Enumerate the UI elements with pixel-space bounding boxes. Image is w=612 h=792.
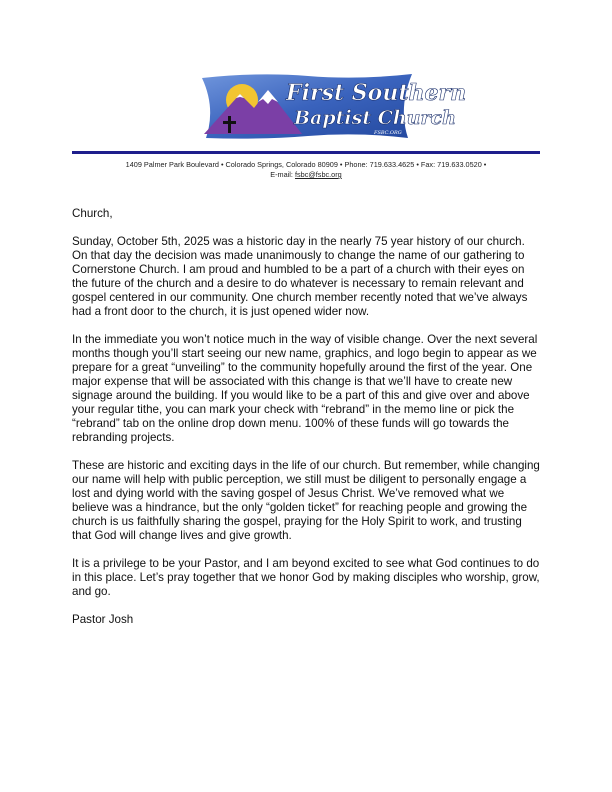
email-label: E-mail: (270, 170, 293, 179)
paragraph: These are historic and exciting days in the life of our church. But remember, while changing our name will help with public perception, we still must be diligent to personally engage a lost and dying world with the saving gospel of Jesus Christ. We’ve removed what we believe was a hindrance, but the only “golden ticket” for reaching people and growing the church is us faithfully sharing the gospel, praying for the Holy Spirit to work, and trusting that God will change lives and give growth. (72, 459, 540, 542)
signature: Pastor Josh (72, 613, 134, 626)
logo-title-line2: Baptist Church (294, 107, 456, 129)
email-line (72, 170, 540, 180)
email-link[interactable]: fsbc@fsbc.org (294, 170, 342, 179)
salutation: Church, (72, 207, 113, 220)
logo-title-line1: First Southern (286, 80, 467, 106)
church-logo-graphic (198, 72, 467, 142)
letter-body (72, 207, 542, 641)
contact-info (72, 160, 540, 180)
paragraph: It is a privilege to be your Pastor, and I am beyond excited to see what God continues to do in this place. Let’s pray together that we honor God by making disciples who worship, grow, and go. (72, 557, 540, 598)
church-logo (198, 72, 467, 142)
paragraph: Sunday, October 5th, 2025 was a historic day in the nearly 75 year history of our church. On that day the decision was made unanimously to change the name of our gathering to Cornerstone Church. I am proud and humbled to be a part of a church with their eyes on the future of the church and a desire to do whatever is necessary to remain relevant and gospel centered in our community. One church member recently noted that we’ve always had a front door to the church, it is just opened wider now. (72, 235, 528, 318)
header-rule (72, 151, 540, 154)
logo-small-text: FSBC.ORG (374, 130, 402, 136)
paragraph: In the immediate you won’t notice much in the way of visible change. Over the next several months though you’ll start seeing our new name, graphics, and logo begin to appear as we prepare for a great “unveiling” to the community hopefully around the first of the year. One major expense that will be associated with this change is that we’ll have to create new signage around the building. If you would like to be a part of this and give over and above your regular tithe, you can mark your check with “rebrand” in the memo line or pick the “rebrand” tab on the online drop down menu. 100% of these funds will go towards the rebranding projects. (72, 333, 538, 444)
address-line: 1409 Palmer Park Boulevard • Colorado Springs, Colorado 80909 • Phone: 719.633.4625 • Fax: 719.633.0520 • (125, 160, 487, 169)
cross-icon (228, 116, 231, 133)
